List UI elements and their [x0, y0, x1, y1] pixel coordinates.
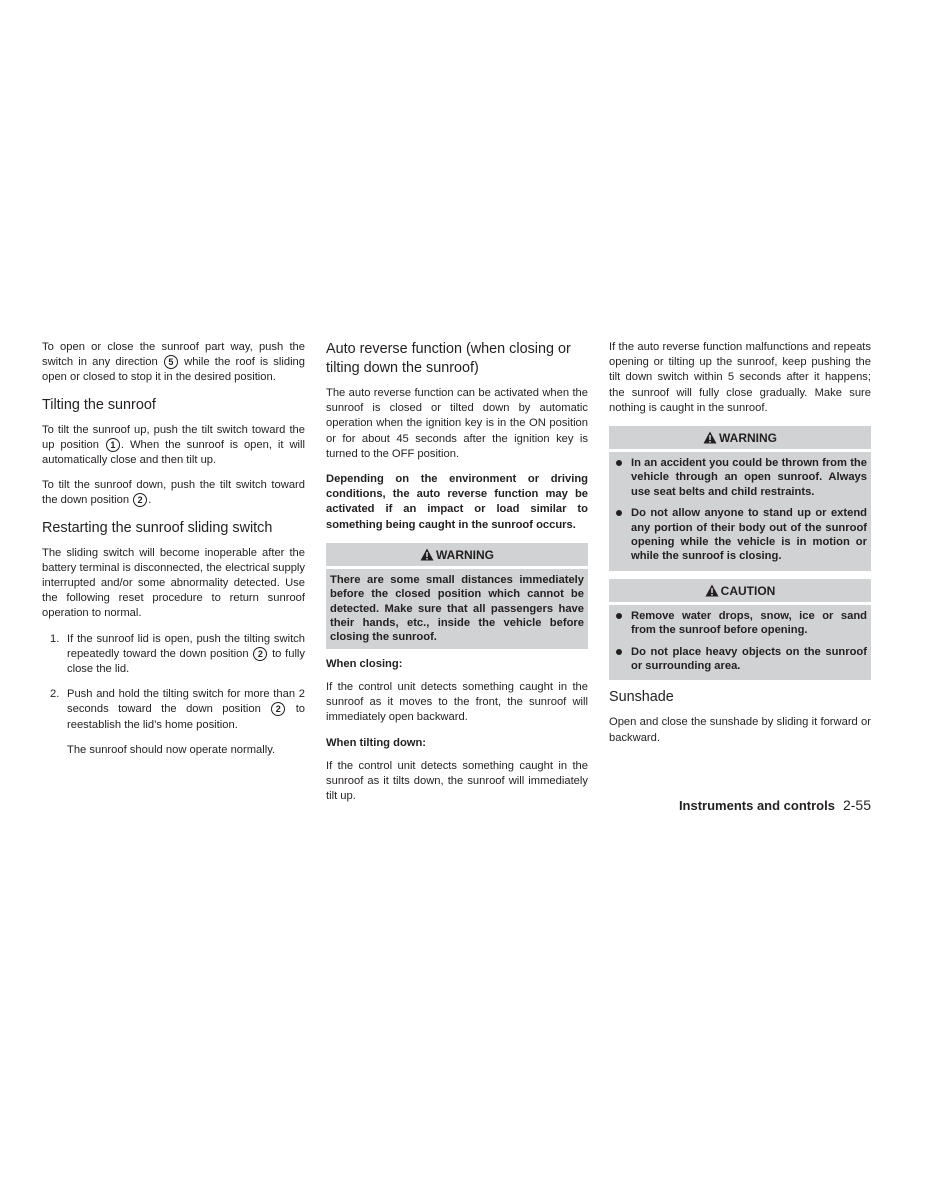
tilting-heading: Tilting the sunroof: [42, 396, 156, 413]
intro-text-a: To open or close the sunroof part way, push the switch in any direction: [42, 341, 305, 369]
circled-number-icon: 5: [164, 355, 178, 369]
when-closing-text: If the control unit detects something caught in the sunroof as it moves to the front, the sunroof will immediately open backward.: [326, 681, 588, 724]
caution-body: [609, 605, 871, 681]
warning-body: [609, 452, 871, 571]
auto-reverse-heading: Auto reverse function (when closing or tilting down the sunroof): [326, 341, 571, 376]
warning-box: [326, 543, 588, 649]
list-item: [613, 645, 867, 674]
bullet-icon: [616, 510, 622, 516]
bullet-icon: [616, 460, 622, 466]
step-text-a: Push and hold the tilting switch for more than 2 seconds toward the down position: [67, 688, 305, 716]
circled-number-icon: 2: [271, 702, 285, 716]
when-closing-label: When closing:: [326, 657, 403, 670]
warning-header: [326, 543, 588, 566]
auto-reverse-paragraph: The auto reverse function can be activated when the sunroof is closed or tilted down by automatic operation when the ignition key is in the ON position or for about 45 seconds after the ignition key is turned to the OFF position.: [326, 387, 588, 460]
section-title: Instruments and controls: [678, 798, 835, 813]
malfunction-paragraph: If the auto reverse function malfunctions and repeats opening or tilting up the sunroof, keep pushing the tilt down switch within 5 seconds after it happens; the sunroof will fully close gradually. Make sure nothing is caught in the sunroof.: [609, 341, 871, 414]
caution-item-text: Do not place heavy objects on the sunroof or surrounding area.: [631, 645, 867, 673]
page-footer: [609, 797, 871, 813]
tilt-up-text-a: To tilt the sunroof up, push the tilt switch toward the up position: [42, 423, 305, 451]
list-item: [613, 506, 867, 564]
circled-number-icon: 1: [106, 438, 120, 452]
caution-title: CAUTION: [720, 583, 776, 598]
step-text-b: to reestablish the lid’s home position.: [67, 703, 306, 731]
step-text-b: to fully close the lid.: [67, 647, 306, 676]
list-item: [613, 609, 867, 638]
tilt-up-text-b: . When the sunroof is open, it will automatically close and then tilt up.: [42, 438, 305, 467]
list-item: [42, 632, 305, 678]
tilt-up-paragraph: [42, 423, 305, 469]
warning-item-text: Do not allow anyone to stand up or extend any portion of their body out of the sunroof opening while the vehicle is in motion or while the sunroof is closing.: [631, 507, 867, 563]
when-tilting-label: When tilting down:: [326, 736, 427, 749]
warning-text: There are some small distances immediately before the closed position which cannot be detected. Make sure that all passengers have their hands, etc., inside the vehicle before closing the sunroof.: [330, 573, 584, 644]
bullet-icon: [616, 613, 622, 619]
warning-triangle-icon: [705, 584, 719, 597]
caution-box: [609, 579, 871, 681]
intro-text-b: while the roof is sliding open or closed to stop it in the desired position.: [42, 356, 306, 384]
column-left: [42, 340, 305, 768]
intro-paragraph: [42, 340, 305, 386]
restart-intro: The sliding switch will become inoperable after the battery terminal is disconnected, the electrical supply interrupted and/or some abnormality detected. Use the following reset procedure to return sunroof operation to normal.: [42, 546, 305, 620]
caution-header: [609, 579, 871, 602]
step-number: 1.: [50, 632, 60, 645]
page-number: 2-55: [842, 797, 871, 813]
warning-title: WARNING: [436, 547, 494, 562]
restart-note: The sunroof should now operate normally.: [67, 743, 276, 756]
warning-box: [609, 426, 871, 571]
column-middle: [326, 340, 588, 814]
circled-number-icon: 2: [253, 647, 267, 661]
tilt-down-paragraph: [42, 478, 305, 508]
step-number: 2.: [50, 688, 60, 701]
auto-reverse-bold-paragraph: Depending on the environment or driving conditions, the auto reverse function may be activated if an impact or load similar to something being caught in the sunroof occurs.: [326, 473, 588, 531]
list-item: [42, 687, 305, 733]
sunshade-text: Open and close the sunshade by sliding it forward or backward.: [609, 716, 871, 744]
sunshade-heading: Sunshade: [609, 689, 674, 706]
restart-heading: Restarting the sunroof sliding switch: [42, 519, 273, 536]
caution-item-text: Remove water drops, snow, ice or sand from the sunroof before opening.: [631, 609, 867, 637]
step-text-a: If the sunroof lid is open, push the tilting switch repeatedly toward the down position: [67, 632, 305, 660]
tilt-down-text-b: .: [148, 494, 152, 507]
column-right: [609, 340, 871, 756]
tilt-down-text-a: To tilt the sunroof down, push the tilt switch toward the down position: [42, 479, 305, 507]
bullet-icon: [616, 649, 622, 655]
warning-triangle-icon: [420, 548, 434, 561]
restart-steps: [42, 632, 305, 733]
warning-triangle-icon: [703, 431, 717, 444]
list-item: [613, 456, 867, 499]
warning-title: WARNING: [719, 431, 777, 446]
when-tilting-text: If the control unit detects something caught in the sunroof as it tilts down, the sunroof will immediately tilt up.: [326, 759, 588, 803]
warning-item-text: In an accident you could be thrown from the vehicle through an open sunroof. Always use seat belts and child restraints.: [631, 457, 867, 498]
circled-number-icon: 2: [133, 493, 147, 507]
warning-header: [609, 426, 871, 449]
